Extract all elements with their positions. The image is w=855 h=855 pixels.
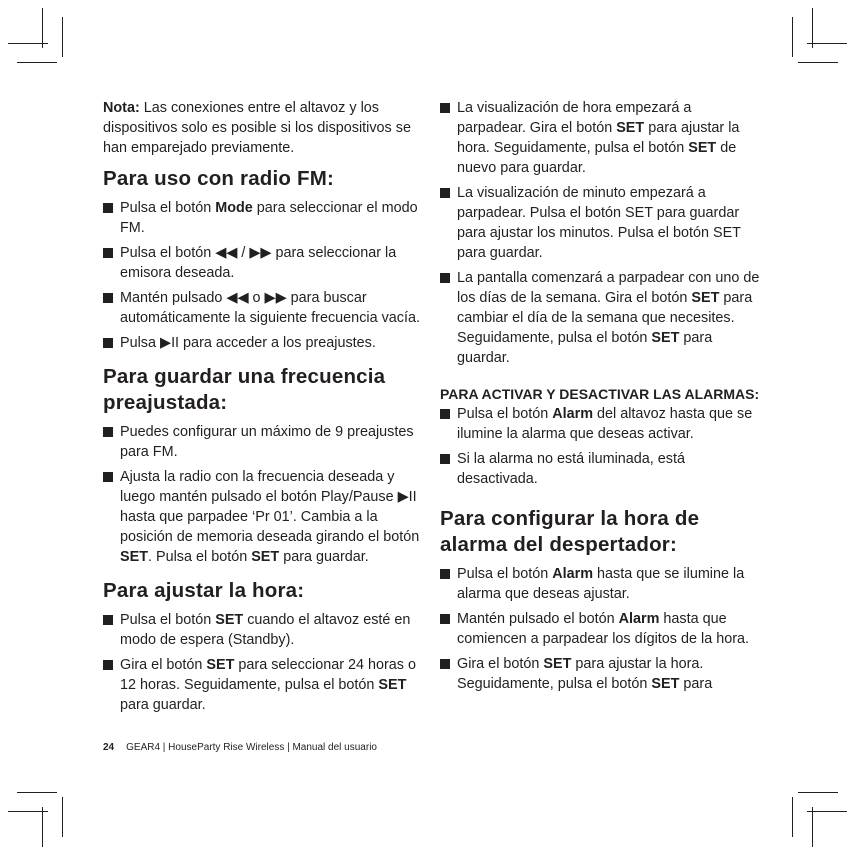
list-item: Ajusta la radio con la frecuencia deseada y luego mantén pulsado el botón Play/Pause ▶II hasta que parpadee ‘Pr 01’. Cambia a la posición de memoria deseada girando el botón SET. Pulsa el botón SET para guardar. — [103, 467, 423, 567]
preset-heading: Para guardar una frecuencia preajustada: — [103, 365, 386, 414]
list-item: Pulsa el botón Mode para seleccionar el modo FM. — [103, 198, 423, 238]
hour-list — [103, 610, 423, 715]
hour-continued-list — [440, 98, 760, 368]
fm-heading: Para uso con radio FM: — [103, 167, 335, 190]
alarm-time-heading: Para configurar la hora de alarma del despertador: — [440, 507, 700, 556]
crop-mark — [42, 807, 43, 847]
page-number: 24 — [103, 742, 115, 753]
crop-mark — [807, 43, 847, 44]
list-item: Pulsa el botón Alarm del altavoz hasta que se ilumine la alarma que deseas activar. — [440, 404, 760, 444]
preset-list — [103, 422, 423, 567]
note-text: Las conexiones entre el altavoz y los dispositivos solo es posible si los dispositivos se han emparejado previamente. — [103, 100, 411, 156]
hour-heading: Para ajustar la hora: — [103, 579, 305, 602]
crop-mark — [812, 8, 813, 48]
list-item: Mantén pulsado el botón Alarm hasta que comiencen a parpadear los dígitos de la hora. — [440, 609, 760, 649]
crop-mark — [798, 62, 838, 63]
crop-mark — [17, 62, 57, 63]
fm-list — [103, 198, 423, 353]
crop-mark — [17, 792, 57, 793]
list-item: La pantalla comenzará a parpadear con uno de los días de la semana. Gira el botón SET para cambiar el día de la semana que necesites. Seguidamente, pulsa el botón SET para guardar. — [440, 268, 760, 368]
list-item: La visualización de hora empezará a parpadear. Gira el botón SET para ajustar la hora. Seguidamente, pulsa el botón SET de nuevo para guardar. — [440, 98, 760, 178]
crop-mark — [792, 797, 793, 837]
list-item: Si la alarma no está iluminada, está desactivada. — [440, 449, 760, 489]
list-item: La visualización de minuto empezará a parpadear. Pulsa el botón SET para guardar para ajustar los minutos. Pulsa el botón SET para guardar. — [440, 183, 760, 263]
list-item: Pulsa el botón SET cuando el altavoz esté en modo de espera (Standby). — [103, 610, 423, 650]
left-column — [103, 98, 423, 720]
alarms-heading: PARA ACTIVAR Y DESACTIVAR LAS ALARMAS: — [440, 386, 760, 402]
crop-mark — [42, 8, 43, 48]
crop-mark — [807, 811, 847, 812]
crop-mark — [62, 17, 63, 57]
list-item: Mantén pulsado ◀◀ o ▶▶ para buscar automáticamente la siguiente frecuencia vacía. — [103, 288, 423, 328]
list-item: Gira el botón SET para ajustar la hora. Seguidamente, pulsa el botón SET para — [440, 654, 760, 694]
list-item: Pulsa el botón ◀◀ / ▶▶ para seleccionar la emisora deseada. — [103, 243, 423, 283]
alarm-time-list — [440, 564, 760, 694]
page-footer — [103, 742, 377, 753]
note-paragraph — [103, 98, 423, 158]
note-label: Nota: — [103, 100, 140, 116]
list-item: Puedes configurar un máximo de 9 preajustes para FM. — [103, 422, 423, 462]
list-item: Pulsa el botón Alarm hasta que se ilumine la alarma que deseas ajustar. — [440, 564, 760, 604]
crop-mark — [812, 807, 813, 847]
list-item: Pulsa ▶II para acceder a los preajustes. — [103, 333, 423, 353]
list-item: Gira el botón SET para seleccionar 24 horas o 12 horas. Seguidamente, pulsa el botón SET para guardar. — [103, 655, 423, 715]
alarms-list — [440, 404, 760, 489]
right-column — [440, 98, 760, 699]
footer-text: GEAR4 | HouseParty Rise Wireless | Manual del usuario — [126, 742, 377, 753]
crop-mark — [792, 17, 793, 57]
crop-mark — [798, 792, 838, 793]
crop-mark — [62, 797, 63, 837]
